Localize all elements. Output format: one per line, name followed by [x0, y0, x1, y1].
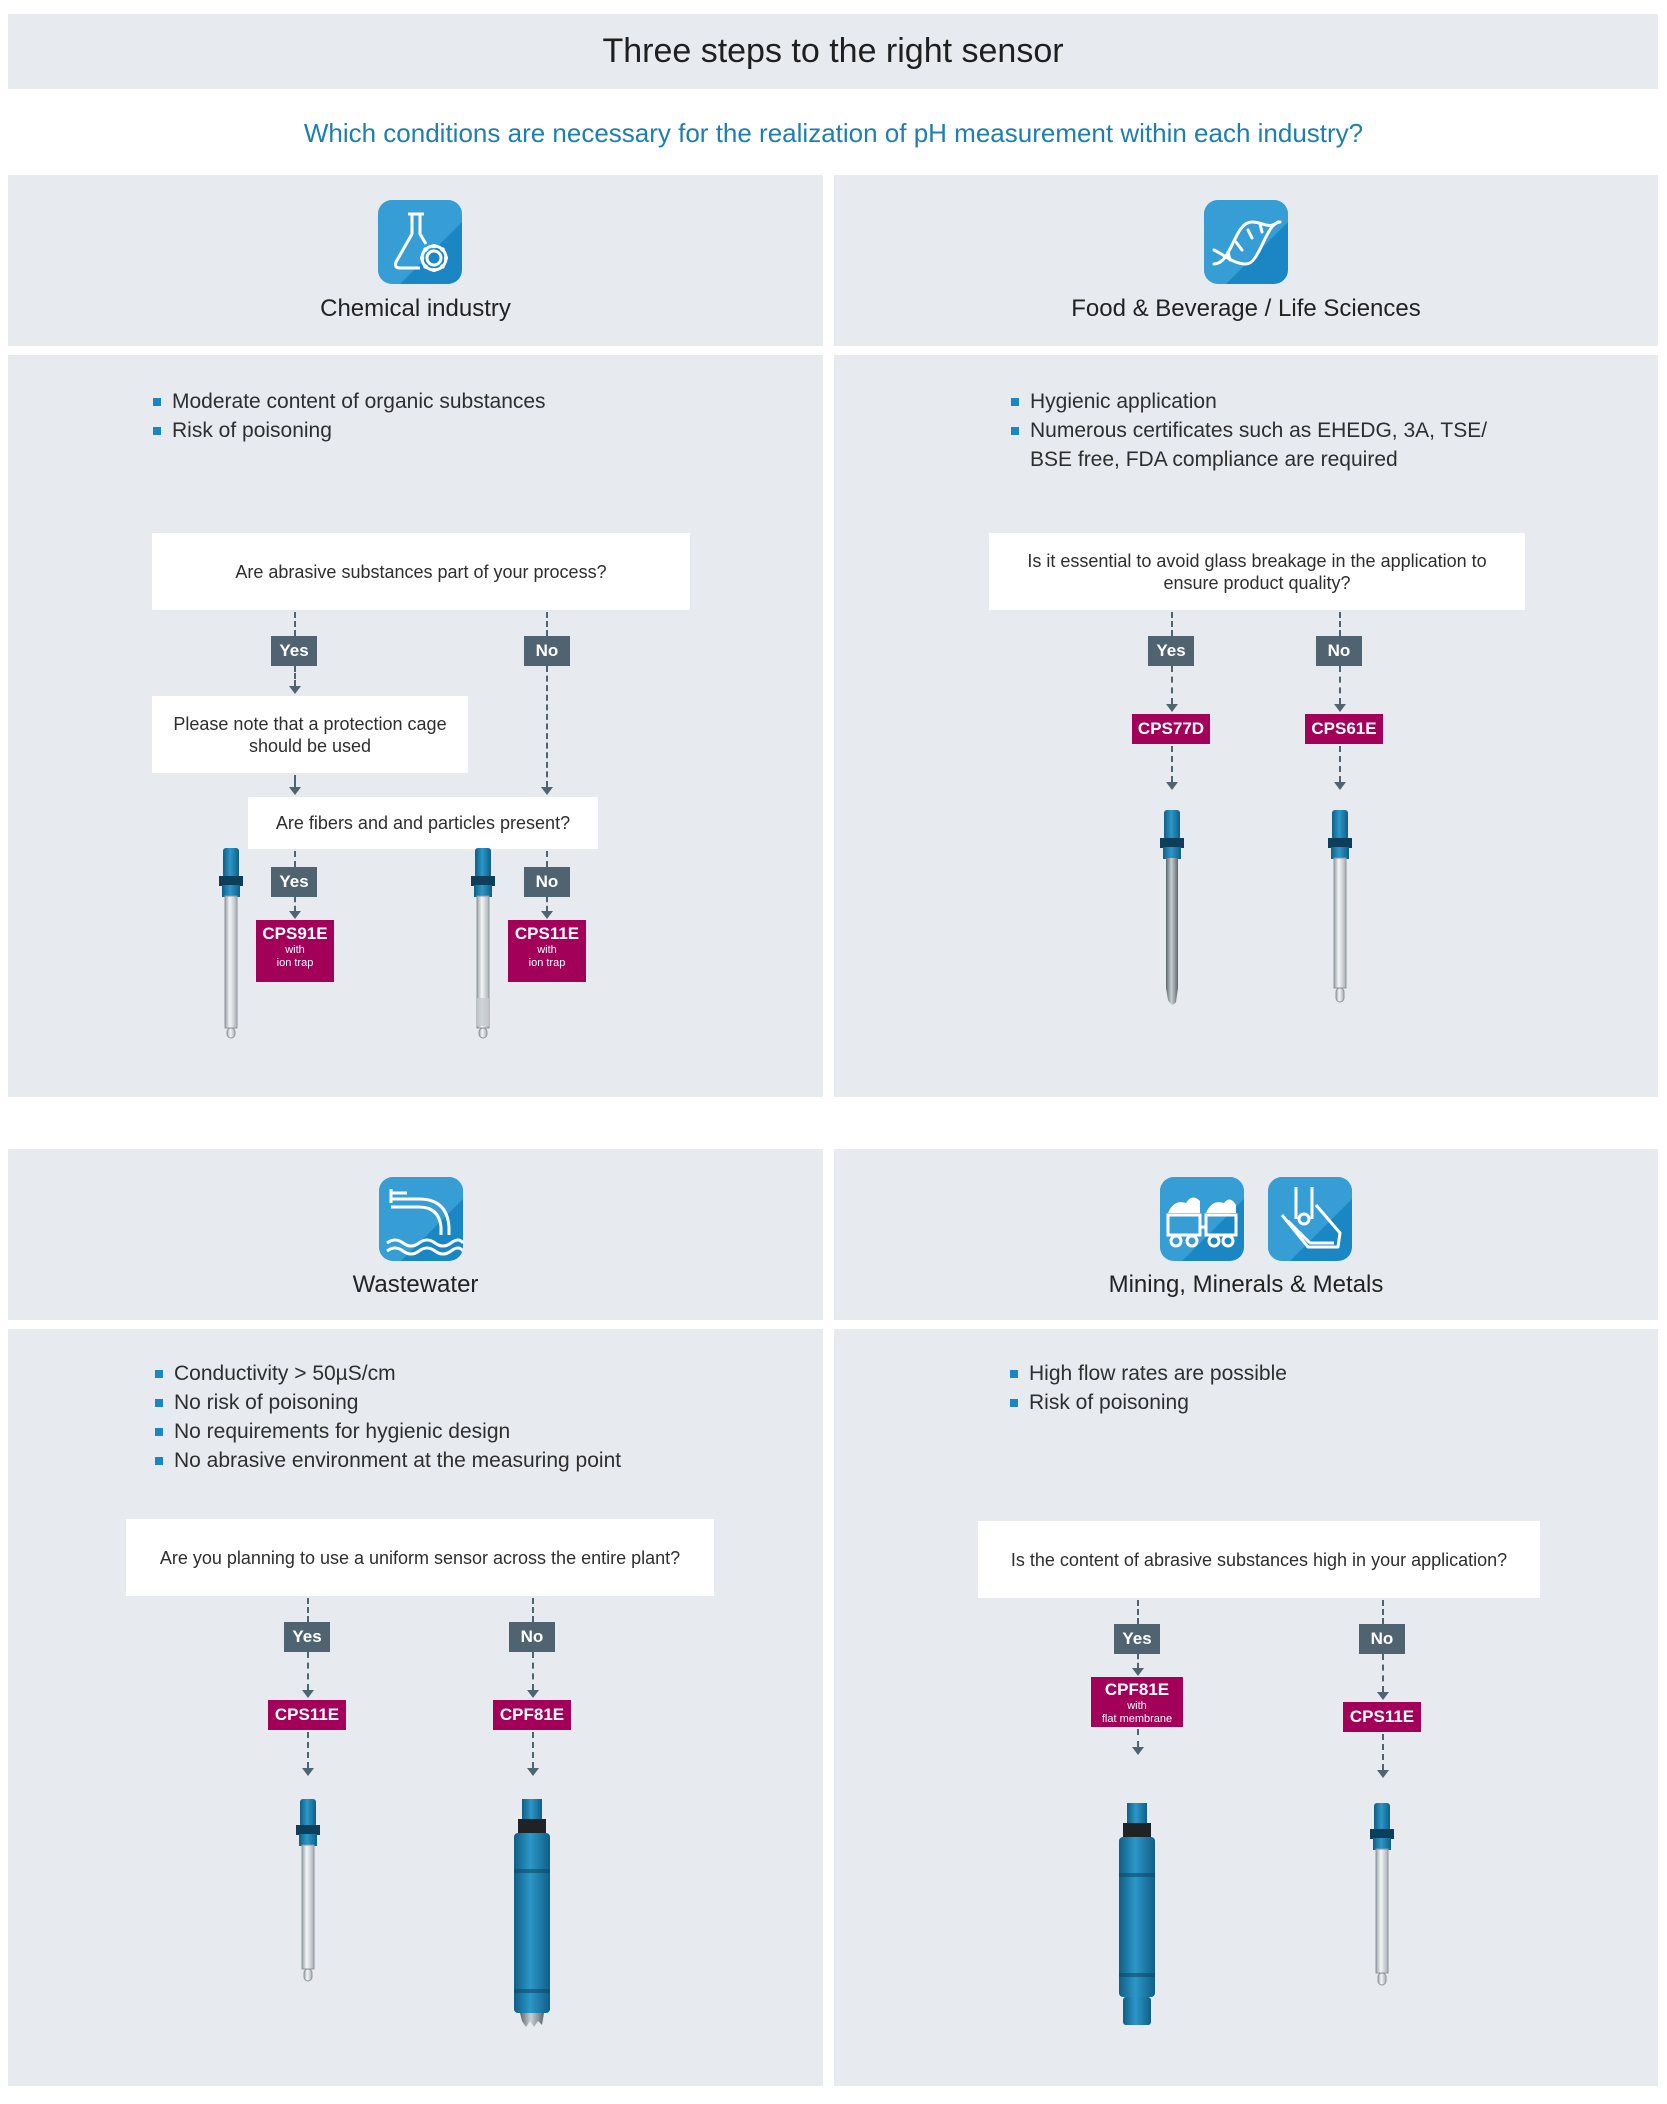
chemical-body-panel — [8, 355, 823, 1097]
product-cps11e: CPS11E — [1343, 1702, 1421, 1732]
mining-bullets — [1009, 1359, 1287, 1417]
no-tag: No — [524, 636, 570, 666]
mining-question: Is the content of abrasive substances high in your application? — [978, 1521, 1540, 1598]
product-name: CPS11E — [514, 924, 580, 943]
wastewater-header-panel — [8, 1149, 823, 1320]
bullet-item: No risk of poisoning — [154, 1388, 621, 1417]
page-title: Three steps to the right sensor — [8, 14, 1658, 89]
sensor-cps11e-image — [1367, 1803, 1397, 1993]
bullet-item: Numerous certificates such as EHEDG, 3A, TSE/ — [1010, 416, 1487, 445]
ladle-icon — [1268, 1177, 1352, 1261]
yes-tag: Yes — [271, 636, 317, 666]
yes-tag: Yes — [284, 1622, 330, 1652]
bullet-item: Conductivity > 50µS/cm — [154, 1359, 621, 1388]
bullet-item: Moderate content of organic substances — [152, 387, 546, 416]
food-body-panel — [834, 355, 1658, 1097]
food-header-panel — [834, 175, 1658, 346]
product-cpf81e-flat-membrane: CPF81E with flat membrane — [1091, 1677, 1183, 1727]
chemical-question-2: Are fibers and and particles present? — [248, 797, 598, 849]
sensor-cpf81e-image — [510, 1799, 554, 2029]
chemical-header-panel — [8, 175, 823, 346]
chemical-question-1: Are abrasive substances part of your process? — [152, 533, 690, 610]
mining-header-panel — [834, 1149, 1658, 1320]
bullet-item: Risk of poisoning — [1009, 1388, 1287, 1417]
food-label: Food & Beverage / Life Sciences — [1071, 295, 1421, 322]
wastewater-bullets — [154, 1359, 621, 1475]
product-cps77d: CPS77D — [1132, 714, 1210, 744]
product-cpf81e: CPF81E — [493, 1700, 571, 1730]
mining-label: Mining, Minerals & Metals — [1108, 1271, 1384, 1298]
yes-tag: Yes — [271, 867, 317, 897]
food-question: Is it essential to avoid glass breakage in the application to ensure product quality? — [989, 533, 1525, 610]
dna-icon — [1204, 200, 1288, 284]
yes-tag: Yes — [1114, 1624, 1160, 1654]
mining-body-panel — [834, 1329, 1658, 2086]
wastewater-body-panel — [8, 1329, 823, 2086]
product-cps61e: CPS61E — [1305, 714, 1383, 744]
wastewater-label: Wastewater — [352, 1271, 479, 1298]
chemical-label: Chemical industry — [320, 295, 511, 322]
protection-cage-note: Please note that a protection cage should be used — [152, 696, 468, 773]
wastewater-question: Are you planning to use a uniform sensor across the entire plant? — [126, 1519, 714, 1596]
bullet-item: Hygienic application — [1010, 387, 1487, 416]
yes-tag: Yes — [1148, 636, 1194, 666]
sensor-cps77d-image — [1157, 810, 1187, 1010]
bullet-item: High flow rates are possible — [1009, 1359, 1287, 1388]
no-tag: No — [509, 1622, 555, 1652]
sensor-cps11e-image — [468, 848, 498, 1043]
product-name: CPF81E — [1104, 1680, 1170, 1699]
page-subtitle: Which conditions are necessary for the realization of pH measurement within each industry? — [303, 118, 1364, 148]
no-tag: No — [1359, 1624, 1405, 1654]
bullet-item: No abrasive environment at the measuring point — [154, 1446, 621, 1475]
sensor-cps11e-image — [293, 1799, 323, 1989]
product-cps11e-ion-trap: CPS11E with ion trap — [508, 920, 586, 982]
sensor-cps61e-image — [1325, 810, 1355, 1010]
bullet-continuation: BSE free, FDA compliance are required — [1030, 448, 1398, 471]
no-tag: No — [1316, 636, 1362, 666]
outflow-pipe-icon — [379, 1177, 463, 1261]
no-tag: No — [524, 867, 570, 897]
mine-cart-icon — [1160, 1177, 1244, 1261]
chemical-bullets — [152, 387, 546, 445]
product-name: CPS91E — [262, 924, 328, 943]
product-cps11e: CPS11E — [268, 1700, 346, 1730]
food-bullets — [1010, 387, 1487, 474]
flask-gear-icon — [378, 200, 462, 284]
sensor-cps91e-image — [216, 848, 246, 1043]
sensor-cpf81e-image — [1115, 1803, 1159, 2033]
bullet-item: Risk of poisoning — [152, 416, 546, 445]
product-cps91e: CPS91E with ion trap — [256, 920, 334, 982]
bullet-item: No requirements for hygienic design — [154, 1417, 621, 1446]
